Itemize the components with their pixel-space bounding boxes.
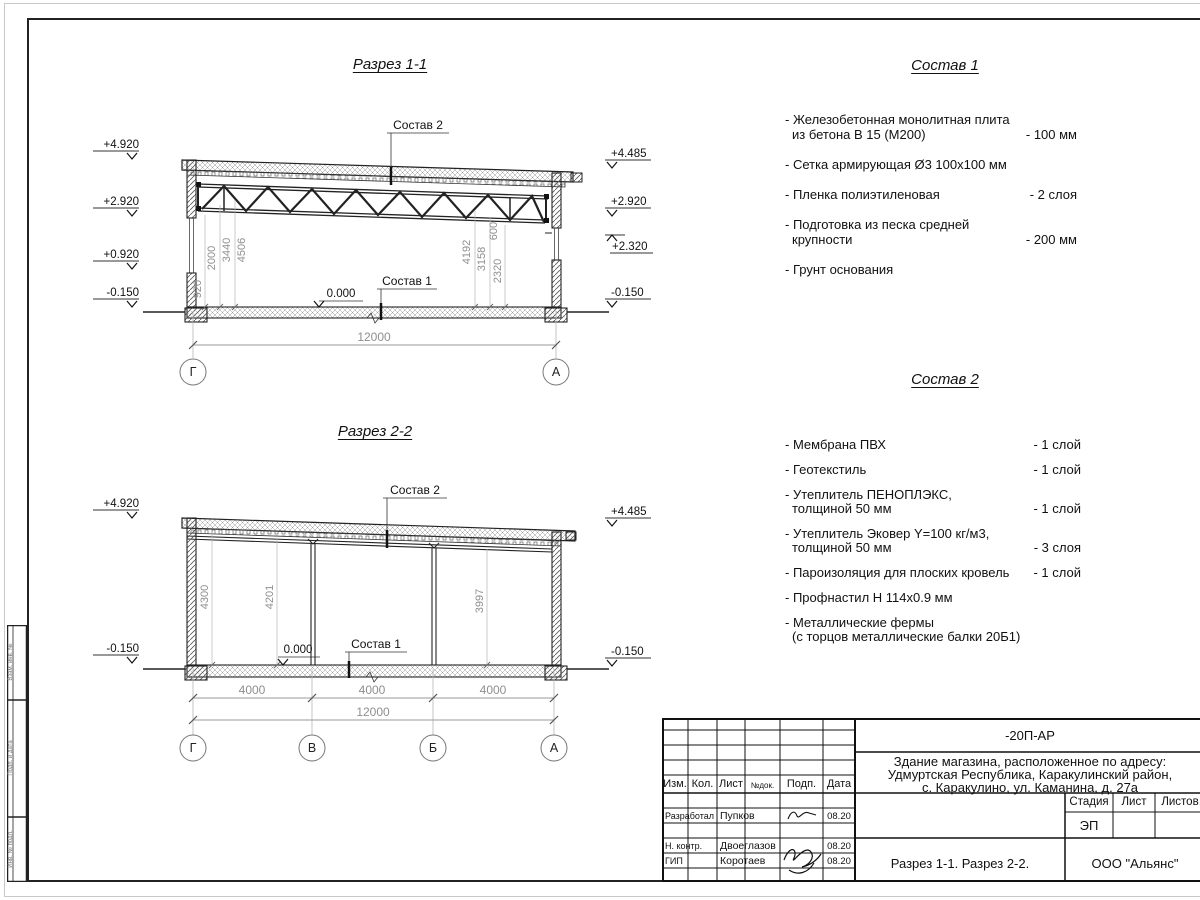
sostav1-list [785,112,1077,292]
col-podp: Подп. [786,778,817,790]
axis-marks [180,735,567,761]
list-item: - Грунт основания [785,262,894,277]
elevation-marks-right [605,148,653,307]
dim-12000: 12000 [357,330,391,344]
list-item: - Сетка армирующая Ø3 100x100 мм [785,157,1007,172]
list-item: - Подготовка из песка средней крупности - 200 мм [785,217,1077,247]
section-2-2-drawing [85,415,660,775]
side-label-inv: Инв. № подл. [8,830,14,868]
col-data: Дата [826,778,852,790]
column-b [429,543,439,665]
svg-text:-0.150: -0.150 [611,646,644,658]
floor-slab [187,665,561,682]
dim-3997: 3997 [474,588,486,614]
stage-label: Стадия [1069,796,1109,808]
object-line2: Удмуртская Республика, Каракулинский район, [887,767,1173,782]
role-razrabotal: Разработал [665,811,714,821]
dim-4000-2: 4000 [358,683,386,697]
svg-text:Состав 1: Состав 1 [382,274,432,288]
date-razrabotal: 08.20 [827,811,851,822]
svg-text:Состав 2: Состав 2 [393,118,443,132]
svg-text:+2.920: +2.920 [103,196,139,208]
stage-value: ЭП [1079,818,1099,833]
axis-a: А [551,365,561,379]
sheet-label: Лист [1121,796,1147,808]
document-code: -20П-АР [1005,728,1055,743]
svg-text:Состав 1: Состав 1 [351,637,401,651]
dim-4000-1: 4000 [238,683,266,697]
zero-level-mark [314,288,363,307]
dim-600: 600 [488,221,500,241]
side-label-vzam: Взам. инв. № [8,643,14,681]
list-item: - Геотекстиль - 1 слой [785,462,1081,477]
dim-2000: 2000 [206,245,218,271]
list-item: - Мембрана ПВХ - 1 слой [785,437,1081,452]
bay-dimensions [189,669,558,735]
col-ndok: №док. [750,781,775,790]
dim-4000-3: 4000 [479,683,507,697]
svg-text:+0.920: +0.920 [103,249,139,261]
axis-b: Б [428,741,438,755]
col-list: Лист [719,778,743,790]
svg-text:-0.150: -0.150 [611,287,644,299]
list-item: - Металлические фермы (с торцов металлические балки 20Б1) [785,615,1021,644]
svg-text:+4.485: +4.485 [611,148,647,160]
axis-marks [180,359,569,385]
signature-razrabotal [788,812,816,819]
dim-4192: 4192 [461,239,473,265]
dim-4506: 4506 [236,237,248,263]
svg-text:+2.920: +2.920 [611,196,647,208]
role-nkontr: Н. контр. [665,841,703,851]
steel-truss [196,182,549,223]
floor-slab [187,307,561,323]
company-name: ООО "Альянс" [1091,856,1179,871]
date-nkontr: 08.20 [827,841,851,852]
elevation-marks-left [93,139,139,307]
axis-g: Г [189,741,197,755]
col-kol: Кол. [691,778,714,790]
list-item: - Утеплитель ПЕНОПЛЭКС, толщиной 50 мм - 1 слой [785,487,1081,516]
sostav1-title: Состав 1 [911,57,979,74]
section2-title: Разрез 2-2 [337,423,413,440]
section-1-1-drawing [85,45,660,395]
dim-4300: 4300 [199,584,211,610]
sheets-label: Листов [1161,796,1199,808]
name-pupkov: Пупков [720,810,755,822]
dim-3440: 3440 [221,237,233,263]
svg-text:0.000: 0.000 [326,288,356,300]
col-izm: Изм. [663,778,687,790]
list-item: - Пароизоляция для плоских кровель - 1 слой [785,565,1081,580]
object-line1: Здание магазина, расположенное по адресу: [893,754,1167,769]
name-dvoeglazov: Двоеглазов [720,840,776,852]
svg-text:+4.920: +4.920 [103,498,139,510]
frame-side-cells [7,625,27,882]
zero-level-mark [278,644,320,665]
sostav2-list [785,438,1081,655]
list-item: - Железобетонная монолитная плита из бетона В 15 (М200) - 100 мм [785,112,1077,142]
list-item: - Пленка полиэтиленовая - 2 слоя [785,187,1077,202]
wall-right [552,532,561,665]
name-korotaev: Коротаев [720,855,766,867]
svg-text:-0.150: -0.150 [106,287,139,299]
axis-g: Г [189,365,197,379]
section1-title: Разрез 1-1 [352,56,428,73]
role-gip: ГИП [665,856,683,866]
wall-right [545,173,561,307]
drawing-title: Разрез 1-1. Разрез 2-2. [890,856,1030,871]
date-gip: 08.20 [827,856,851,867]
svg-text:Состав 2: Состав 2 [390,483,440,497]
sostav2-title: Состав 2 [911,371,979,388]
axis-a: А [549,741,559,755]
svg-text:+2.320: +2.320 [612,241,648,253]
elevation-marks-right [605,506,651,666]
axis-v: В [307,741,317,755]
list-item: - Утеплитель Эковер Y=100 кг/м3, толщиной 50 мм - 3 слоя [785,526,1081,555]
svg-text:-0.150: -0.150 [106,643,139,655]
object-line3: с. Каракулино, ул. Каманина, д. 27а [921,780,1139,795]
title-block [662,718,1200,882]
elevation-marks-left [93,498,139,663]
wall-left [187,518,196,665]
svg-text:+4.485: +4.485 [611,506,647,518]
side-label-podp: Подп. и дата [8,740,14,776]
list-item: - Профнастил Н 114x0.9 мм [785,590,953,605]
svg-text:0.000: 0.000 [283,644,313,656]
svg-text:+4.920: +4.920 [103,139,139,151]
dim-12000: 12000 [356,705,390,719]
dim-4201: 4201 [264,584,276,610]
dim-3158: 3158 [476,246,488,272]
dim-920: 920 [192,279,204,299]
dim-2320: 2320 [492,258,504,284]
interior-dim-lines [212,533,487,665]
